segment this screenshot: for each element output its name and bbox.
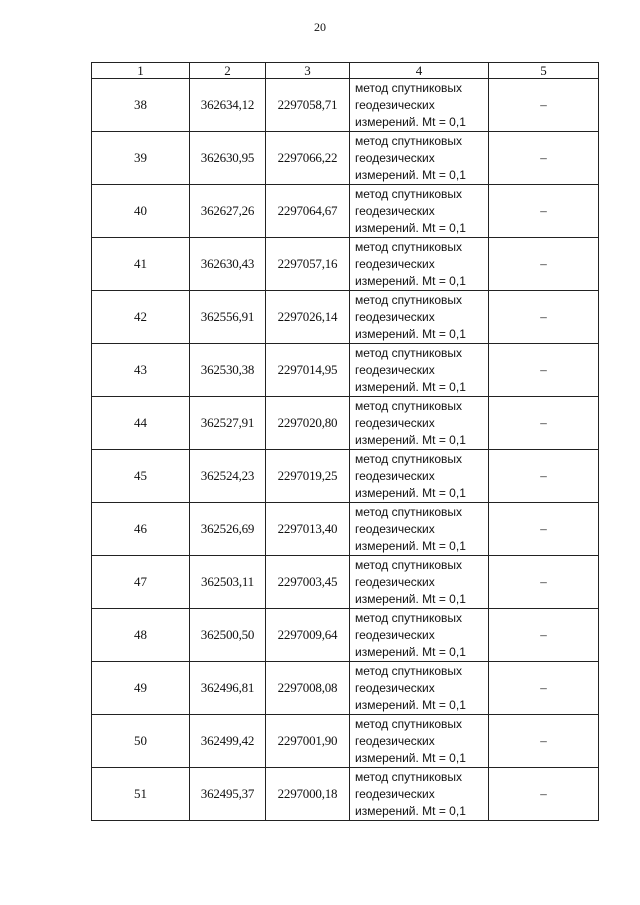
x-coordinate-cell: 362496,81	[190, 662, 266, 715]
table-row	[92, 185, 599, 238]
y-coordinate-cell: 2297058,71	[266, 79, 350, 132]
method-cell	[350, 503, 489, 556]
note-cell: –	[489, 768, 599, 821]
point-number-cell: 42	[92, 291, 190, 344]
method-cell	[350, 715, 489, 768]
note-cell: –	[489, 344, 599, 397]
method-cell	[350, 662, 489, 715]
header-col-5: 5	[489, 63, 599, 79]
table-body	[92, 79, 599, 821]
method-line: метод спутниковых	[355, 610, 463, 625]
table-header-row	[92, 63, 599, 79]
note-cell: –	[489, 238, 599, 291]
method-line: геодезических	[355, 97, 435, 112]
method-line: измерений. Mt = 0,1	[355, 591, 466, 606]
point-number-cell: 41	[92, 238, 190, 291]
point-number-cell: 45	[92, 450, 190, 503]
header-col-2: 2	[190, 63, 266, 79]
method-line: геодезических	[355, 680, 435, 695]
table-row	[92, 609, 599, 662]
method-line: измерений. Mt = 0,1	[355, 273, 466, 288]
note-cell: –	[489, 662, 599, 715]
table-row	[92, 397, 599, 450]
x-coordinate-cell: 362503,11	[190, 556, 266, 609]
point-number-cell: 51	[92, 768, 190, 821]
point-number-cell: 47	[92, 556, 190, 609]
x-coordinate-cell: 362627,26	[190, 185, 266, 238]
method-line: метод спутниковых	[355, 133, 463, 148]
method-line: геодезических	[355, 733, 435, 748]
method-line: геодезических	[355, 627, 435, 642]
method-line: измерений. Mt = 0,1	[355, 750, 466, 765]
x-coordinate-cell: 362530,38	[190, 344, 266, 397]
point-number-cell: 49	[92, 662, 190, 715]
method-line: метод спутниковых	[355, 239, 463, 254]
x-coordinate-cell: 362630,43	[190, 238, 266, 291]
table-row	[92, 556, 599, 609]
y-coordinate-cell: 2297014,95	[266, 344, 350, 397]
page-number: 20	[314, 20, 326, 34]
point-number-cell: 43	[92, 344, 190, 397]
x-coordinate-cell: 362556,91	[190, 291, 266, 344]
note-cell: –	[489, 79, 599, 132]
method-line: измерений. Mt = 0,1	[355, 167, 466, 182]
note-cell: –	[489, 503, 599, 556]
method-line: измерений. Mt = 0,1	[355, 379, 466, 394]
y-coordinate-cell: 2297003,45	[266, 556, 350, 609]
method-line: геодезических	[355, 415, 435, 430]
method-cell	[350, 132, 489, 185]
method-line: измерений. Mt = 0,1	[355, 485, 466, 500]
method-cell	[350, 79, 489, 132]
header-col-4: 4	[350, 63, 489, 79]
table-row	[92, 715, 599, 768]
y-coordinate-cell: 2297020,80	[266, 397, 350, 450]
method-line: измерений. Mt = 0,1	[355, 326, 466, 341]
method-line: метод спутниковых	[355, 398, 463, 413]
note-cell: –	[489, 397, 599, 450]
method-cell	[350, 609, 489, 662]
method-line: метод спутниковых	[355, 345, 463, 360]
method-line: метод спутниковых	[355, 292, 463, 307]
x-coordinate-cell: 362630,95	[190, 132, 266, 185]
method-line: геодезических	[355, 309, 435, 324]
method-line: геодезических	[355, 362, 435, 377]
table-row	[92, 238, 599, 291]
coordinates-table	[91, 62, 599, 821]
point-number-cell: 39	[92, 132, 190, 185]
method-cell	[350, 556, 489, 609]
method-line: метод спутниковых	[355, 663, 463, 678]
method-line: измерений. Mt = 0,1	[355, 538, 466, 553]
method-cell	[350, 450, 489, 503]
method-line: метод спутниковых	[355, 80, 463, 95]
x-coordinate-cell: 362500,50	[190, 609, 266, 662]
table-row	[92, 132, 599, 185]
table-row	[92, 79, 599, 132]
method-line: измерений. Mt = 0,1	[355, 220, 466, 235]
point-number-cell: 46	[92, 503, 190, 556]
y-coordinate-cell: 2297000,18	[266, 768, 350, 821]
method-line: измерений. Mt = 0,1	[355, 114, 466, 129]
x-coordinate-cell: 362495,37	[190, 768, 266, 821]
method-line: измерений. Mt = 0,1	[355, 803, 466, 818]
y-coordinate-cell: 2297001,90	[266, 715, 350, 768]
note-cell: –	[489, 556, 599, 609]
y-coordinate-cell: 2297057,16	[266, 238, 350, 291]
x-coordinate-cell: 362524,23	[190, 450, 266, 503]
table-row	[92, 344, 599, 397]
method-line: геодезических	[355, 150, 435, 165]
point-number-cell: 50	[92, 715, 190, 768]
table-row	[92, 662, 599, 715]
y-coordinate-cell: 2297009,64	[266, 609, 350, 662]
method-line: геодезических	[355, 203, 435, 218]
method-line: метод спутниковых	[355, 451, 463, 466]
y-coordinate-cell: 2297026,14	[266, 291, 350, 344]
method-cell	[350, 185, 489, 238]
method-line: геодезических	[355, 468, 435, 483]
method-line: метод спутниковых	[355, 716, 463, 731]
method-line: геодезических	[355, 521, 435, 536]
method-line: метод спутниковых	[355, 186, 463, 201]
y-coordinate-cell: 2297064,67	[266, 185, 350, 238]
note-cell: –	[489, 291, 599, 344]
method-line: геодезических	[355, 786, 435, 801]
method-line: измерений. Mt = 0,1	[355, 644, 466, 659]
method-line: геодезических	[355, 574, 435, 589]
method-line: метод спутниковых	[355, 557, 463, 572]
x-coordinate-cell: 362634,12	[190, 79, 266, 132]
table-row	[92, 291, 599, 344]
method-line: метод спутниковых	[355, 504, 463, 519]
point-number-cell: 40	[92, 185, 190, 238]
x-coordinate-cell: 362526,69	[190, 503, 266, 556]
note-cell: –	[489, 450, 599, 503]
method-cell	[350, 344, 489, 397]
table-row	[92, 450, 599, 503]
y-coordinate-cell: 2297013,40	[266, 503, 350, 556]
header-col-1: 1	[92, 63, 190, 79]
note-cell: –	[489, 609, 599, 662]
point-number-cell: 44	[92, 397, 190, 450]
table-row	[92, 768, 599, 821]
method-cell	[350, 768, 489, 821]
method-line: измерений. Mt = 0,1	[355, 697, 466, 712]
method-line: геодезических	[355, 256, 435, 271]
y-coordinate-cell: 2297066,22	[266, 132, 350, 185]
note-cell: –	[489, 132, 599, 185]
note-cell: –	[489, 185, 599, 238]
point-number-cell: 48	[92, 609, 190, 662]
method-line: измерений. Mt = 0,1	[355, 432, 466, 447]
x-coordinate-cell: 362499,42	[190, 715, 266, 768]
point-number-cell: 38	[92, 79, 190, 132]
table-row	[92, 503, 599, 556]
method-line: метод спутниковых	[355, 769, 463, 784]
x-coordinate-cell: 362527,91	[190, 397, 266, 450]
method-cell	[350, 238, 489, 291]
header-col-3: 3	[266, 63, 350, 79]
y-coordinate-cell: 2297008,08	[266, 662, 350, 715]
method-cell	[350, 397, 489, 450]
note-cell: –	[489, 715, 599, 768]
y-coordinate-cell: 2297019,25	[266, 450, 350, 503]
method-cell	[350, 291, 489, 344]
